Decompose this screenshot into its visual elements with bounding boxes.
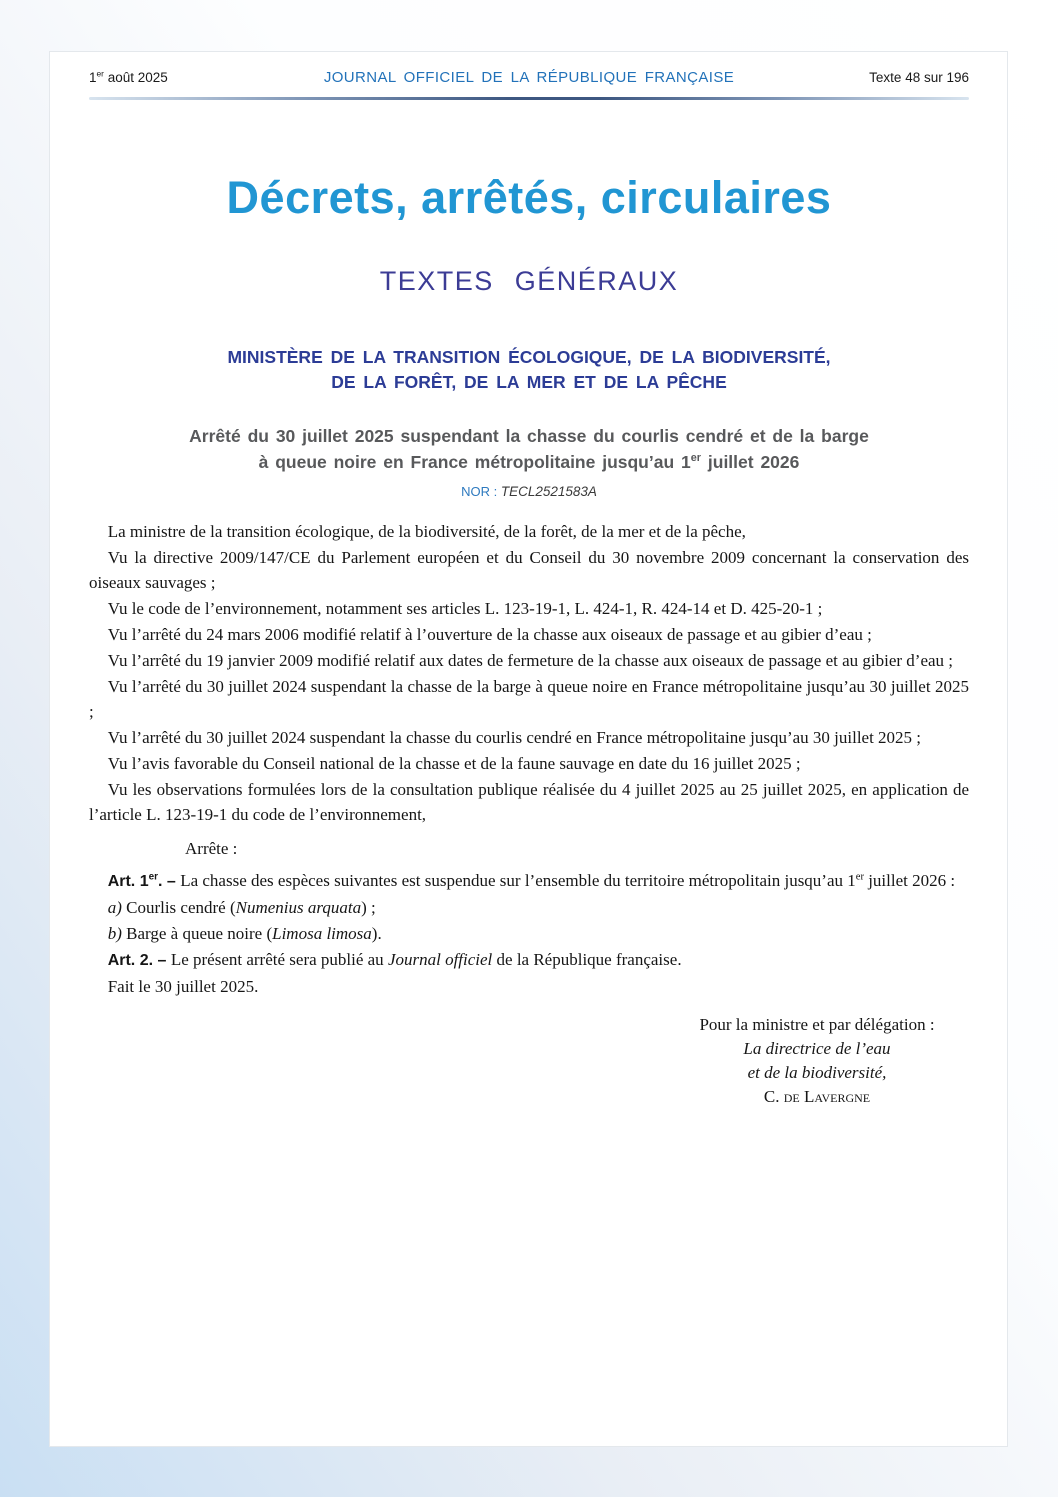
visa-paragraph: Vu l’arrêté du 30 juillet 2024 suspendant la chasse du courlis cendré en France métropolitaine jusqu’au 30 juillet 2025 ; bbox=[107, 728, 922, 748]
latin-name: Limosa limosa bbox=[272, 924, 372, 944]
journal-header bbox=[89, 69, 969, 86]
ministry-heading bbox=[89, 345, 969, 396]
decree-title-line-2: à queue noire en France métropolitaine jusqu’au 1er juillet 2026 bbox=[258, 452, 800, 472]
visa-paragraph: Vu le code de l’environnement, notamment ses articles L. 123-19-1, L. 424-1, R. 424-14 et D. 425-20-1 ; bbox=[107, 599, 823, 619]
item-a-marker: a) bbox=[107, 898, 122, 918]
article-1-label: Art. 1er. – bbox=[107, 871, 181, 891]
list-item-b: b) Barge à queue noire (Limosa limosa). bbox=[107, 924, 382, 944]
visa-paragraph: Vu l’avis favorable du Conseil national de la chasse et de la faune sauvage en date du 16 juillet 2025 ; bbox=[107, 754, 801, 774]
article-2-label: Art. 2. – bbox=[107, 952, 171, 970]
journal-officiel-italic: Journal officiel bbox=[387, 950, 493, 970]
visa-paragraph: Vu l’arrêté du 30 juillet 2024 suspendant la chasse de la barge à queue noire en France métropolitaine jusqu’au 30 juillet 2025 ; bbox=[89, 677, 969, 722]
page-title: Décrets, arrêtés, circulaires bbox=[226, 172, 832, 223]
nor-label: NOR : bbox=[461, 484, 501, 500]
journal-title: JOURNAL OFFICIEL DE LA RÉPUBLIQUE FRANÇAISE bbox=[323, 69, 735, 86]
item-b-marker: b) bbox=[107, 924, 122, 944]
article-1: Art. 1er. – La chasse des espèces suivantes est suspendue sur l’ensemble du territoire métropolitain jusqu’au 1er juillet 2026 : bbox=[107, 871, 956, 891]
signature-delegation: Pour la ministre et par délégation : bbox=[699, 1015, 935, 1035]
visa-paragraph: Vu la directive 2009/147/CE du Parlement européen et du Conseil du 30 novembre 2009 concernant la conservation des oiseaux sauvages ; bbox=[89, 548, 969, 593]
date-superscript: er bbox=[96, 68, 104, 79]
decree-body bbox=[89, 519, 969, 1109]
ministry-line-2: DE LA FORÊT, DE LA MER ET DE LA PÊCHE bbox=[331, 372, 727, 393]
document-page bbox=[49, 51, 1008, 1447]
article-2: Art. 2. – Le présent arrêté sera publié au Journal officiel de la République française. bbox=[107, 950, 682, 970]
nor-code bbox=[89, 484, 969, 499]
latin-name: Numenius arquata bbox=[235, 898, 362, 918]
decree-title bbox=[89, 423, 969, 476]
arrete-line: Arrête : bbox=[185, 839, 238, 859]
visa-paragraph: Vu l’arrêté du 24 mars 2006 modifié relatif à l’ouverture de la chasse aux oiseaux de passage et au gibier d’eau ; bbox=[107, 625, 872, 645]
fait-line: Fait le 30 juillet 2025. bbox=[107, 977, 259, 997]
text-number: Texte 48 sur 196 bbox=[869, 70, 969, 85]
journal-date: 1er août 2025 bbox=[89, 68, 168, 85]
signature-name: C. de Lavergne bbox=[763, 1087, 871, 1107]
nor-value: TECL2521583A bbox=[500, 484, 597, 500]
signature-block bbox=[667, 1013, 967, 1109]
section-heading: TEXTES GÉNÉRAUX bbox=[379, 266, 679, 296]
visa-paragraph: Vu les observations formulées lors de la consultation publique réalisée du 4 juillet 2025 au 25 juillet 2025, en application de l’article L. 123-19-1 du code de l’environnement, bbox=[89, 780, 969, 825]
signature-role-line-1: La directrice de l’eau bbox=[743, 1039, 891, 1059]
ministry-line-1: MINISTÈRE DE LA TRANSITION ÉCOLOGIQUE, DE LA BIODIVERSITÉ, bbox=[227, 347, 831, 367]
visa-paragraph: Vu l’arrêté du 19 janvier 2009 modifié relatif aux dates de fermeture de la chasse aux oiseaux de passage et au gibier d’eau ; bbox=[107, 651, 954, 671]
list-item-a: a) Courlis cendré (Numenius arquata) ; bbox=[107, 898, 376, 918]
header-rule bbox=[89, 97, 969, 100]
decree-title-line-1: Arrêté du 30 juillet 2025 suspendant la chasse du courlis cendré et de la barge bbox=[189, 425, 869, 446]
intro-paragraph: La ministre de la transition écologique, de la biodiversité, de la forêt, de la mer et de la pêche, bbox=[107, 522, 746, 542]
signature-role-line-2: et de la biodiversité, bbox=[747, 1063, 887, 1083]
